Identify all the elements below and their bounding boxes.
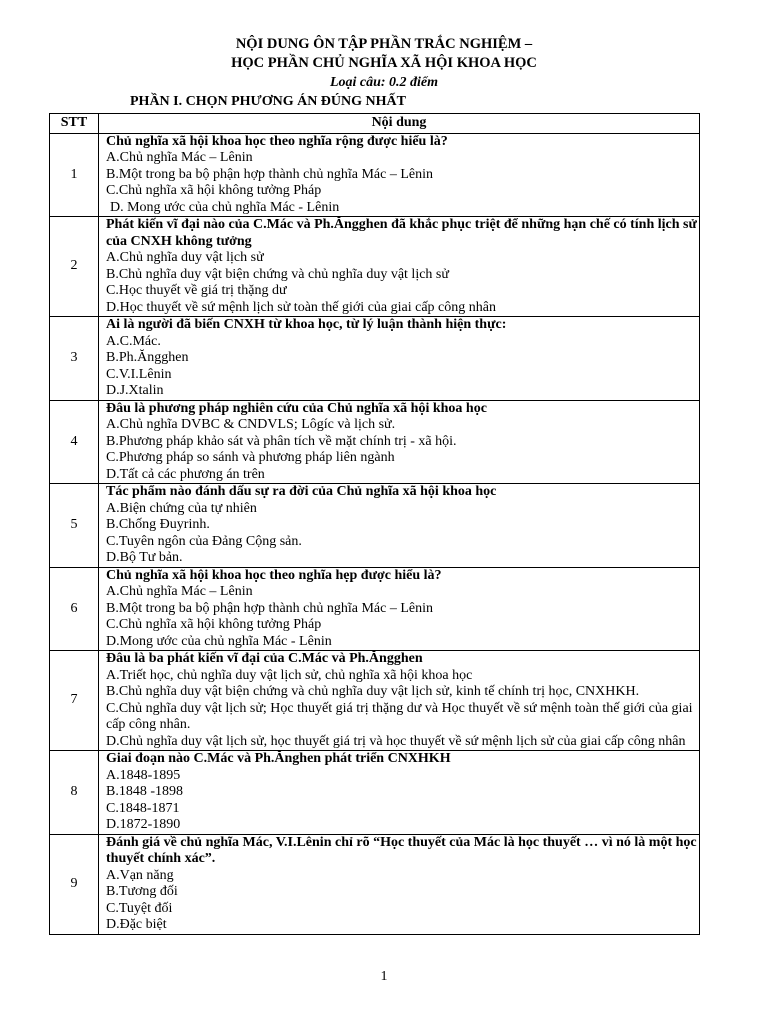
answer-option: A.1848-1895 xyxy=(106,767,181,783)
table-row xyxy=(50,217,700,317)
question-content xyxy=(99,400,700,484)
answer-option: C.Chủ nghĩa duy vật lịch sử; Học thuyết giá trị thặng dư và Học thuyết về sứ mệnh toàn thế giới của giai cấp công nhân. xyxy=(106,700,693,732)
answer-option: B.Phương pháp khảo sát và phân tích về mặt chính trị - xã hội. xyxy=(106,433,457,449)
question-number: 8 xyxy=(50,751,99,835)
question-number: 5 xyxy=(50,484,99,568)
question-number: 1 xyxy=(50,133,99,217)
answer-option: A.Chủ nghĩa Mác – Lênin xyxy=(106,584,253,599)
column-header-stt: STT xyxy=(50,114,99,134)
answer-option: D.Tất cả các phương án trên xyxy=(106,466,265,482)
question-number: 6 xyxy=(50,567,99,651)
column-header-content: Nội dung xyxy=(99,114,700,134)
question-text: Tác phẩm nào đánh dấu sự ra đời của Chủ nghĩa xã hội khoa học xyxy=(106,484,497,499)
question-content xyxy=(99,484,700,568)
table-row xyxy=(50,751,700,835)
answer-option: D. Mong ước của chủ nghĩa Mác - Lênin xyxy=(110,199,340,215)
questions-table xyxy=(49,113,700,935)
question-content xyxy=(99,567,700,651)
answer-option: D.Bộ Tư bản. xyxy=(106,550,183,565)
answer-option: D.Đặc biệt xyxy=(106,917,167,932)
table-row xyxy=(50,133,700,217)
question-content xyxy=(99,317,700,401)
table-row xyxy=(50,317,700,401)
document-title-line2: HỌC PHẦN CHỦ NGHĨA XÃ HỘI KHOA HỌC xyxy=(231,55,537,71)
answer-option: B.Tương đối xyxy=(106,884,178,899)
answer-option: B.Một trong ba bộ phận hợp thành chủ nghĩa Mác – Lênin xyxy=(106,166,434,182)
answer-option: A.Triết học, chủ nghĩa duy vật lịch sử, chủ nghĩa xã hội khoa học xyxy=(106,667,473,683)
document-title-line1: NỘI DUNG ÔN TẬP PHẦN TRẮC NGHIỆM – xyxy=(235,36,533,52)
answer-option: B.Chủ nghĩa duy vật biện chứng và chủ nghĩa duy vật lịch sử xyxy=(106,266,449,282)
answer-option: D.J.Xtalin xyxy=(106,383,164,398)
table-row xyxy=(50,484,700,568)
answer-option: C.Tuyên ngôn của Đảng Cộng sản. xyxy=(106,533,302,549)
question-text: Giai đoạn nào C.Mác và Ph.Ănghen phát triển CNXHKH xyxy=(106,751,451,766)
question-number: 2 xyxy=(50,217,99,317)
questions-table-body xyxy=(50,133,700,934)
answer-option: C.Học thuyết về giá trị thặng dư xyxy=(106,283,287,298)
answer-option: A.Chủ nghĩa DVBC & CNDVLS; Lôgíc và lịch sử. xyxy=(106,417,396,432)
answer-option: B.Một trong ba bộ phận hợp thành chủ nghĩa Mác – Lênin xyxy=(106,600,434,616)
answer-option: A.Chủ nghĩa duy vật lịch sử xyxy=(106,250,264,265)
question-number: 9 xyxy=(50,834,99,934)
question-type-subtitle: Loại câu: 0.2 điểm xyxy=(329,75,439,90)
question-text: Đâu là phương pháp nghiên cứu của Chủ nghĩa xã hội khoa học xyxy=(106,400,487,416)
answer-option: C.Chủ nghĩa xã hội không tưởng Pháp xyxy=(106,183,322,198)
answer-option: C.1848-1871 xyxy=(106,800,180,816)
answer-option: B.Ph.Ăngghen xyxy=(106,350,189,365)
answer-option: A.Chủ nghĩa Mác – Lênin xyxy=(106,150,253,165)
answer-option: B.Chống Đuyrinh. xyxy=(106,517,210,532)
table-row xyxy=(50,651,700,751)
answer-option: C.Phương pháp so sánh và phương pháp liên ngành xyxy=(106,450,395,465)
question-text: Ai là người đã biến CNXH từ khoa học, từ lý luận thành hiện thực: xyxy=(106,317,507,332)
answer-option: D.1872-1890 xyxy=(106,817,181,832)
answer-option: C.Chủ nghĩa xã hội không tưởng Pháp xyxy=(106,617,322,632)
question-number: 4 xyxy=(50,400,99,484)
answer-option: B.Chủ nghĩa duy vật biện chứng và chủ nghĩa duy vật lịch sử, kinh tế chính trị học, CNXHKH. xyxy=(106,684,640,699)
question-number: 7 xyxy=(50,651,99,751)
answer-option: B.1848 -1898 xyxy=(106,784,183,799)
question-content xyxy=(99,751,700,835)
question-text: Đâu là ba phát kiến vĩ đại của C.Mác và Ph.Ăngghen xyxy=(106,651,423,666)
question-content xyxy=(99,651,700,751)
question-text: Chủ nghĩa xã hội khoa học theo nghĩa hẹp được hiểu là? xyxy=(106,567,442,583)
answer-option: C.V.I.Lênin xyxy=(106,366,172,382)
table-header-row xyxy=(50,114,700,134)
question-text: Phát kiến vĩ đại nào của C.Mác và Ph.Ăngghen đã khắc phục triệt để những hạn chế có tính lịch sử của CNXH không tưởng xyxy=(106,217,697,249)
question-content xyxy=(99,217,700,317)
question-content xyxy=(99,133,700,217)
question-content xyxy=(99,834,700,934)
section-heading: PHẦN I. CHỌN PHƯƠNG ÁN ĐÚNG NHẤT xyxy=(130,94,406,109)
page-number: 1 xyxy=(380,969,388,984)
answer-option: A.C.Mác. xyxy=(106,333,161,349)
question-text: Đánh giá về chủ nghĩa Mác, V.I.Lênin chỉ rõ “Học thuyết của Mác là học thuyết … vì nó là một học thuyết chính xác”. xyxy=(106,834,697,866)
table-row xyxy=(50,834,700,934)
question-text: Chủ nghĩa xã hội khoa học theo nghĩa rộng được hiểu là? xyxy=(106,133,448,149)
answer-option: C.Tuyệt đối xyxy=(106,900,173,916)
table-row xyxy=(50,400,700,484)
answer-option: D.Chủ nghĩa duy vật lịch sử, học thuyết giá trị và học thuyết về sứ mệnh lịch sử của giai cấp công nhân xyxy=(106,733,686,749)
table-row xyxy=(50,567,700,651)
answer-option: A.Biện chứng của tự nhiên xyxy=(106,500,257,516)
answer-option: D.Học thuyết về sứ mệnh lịch sử toàn thế giới của giai cấp công nhân xyxy=(106,299,496,315)
answer-option: A.Vạn năng xyxy=(106,867,174,883)
answer-option: D.Mong ước của chủ nghĩa Mác - Lênin xyxy=(106,633,332,649)
question-number: 3 xyxy=(50,317,99,401)
